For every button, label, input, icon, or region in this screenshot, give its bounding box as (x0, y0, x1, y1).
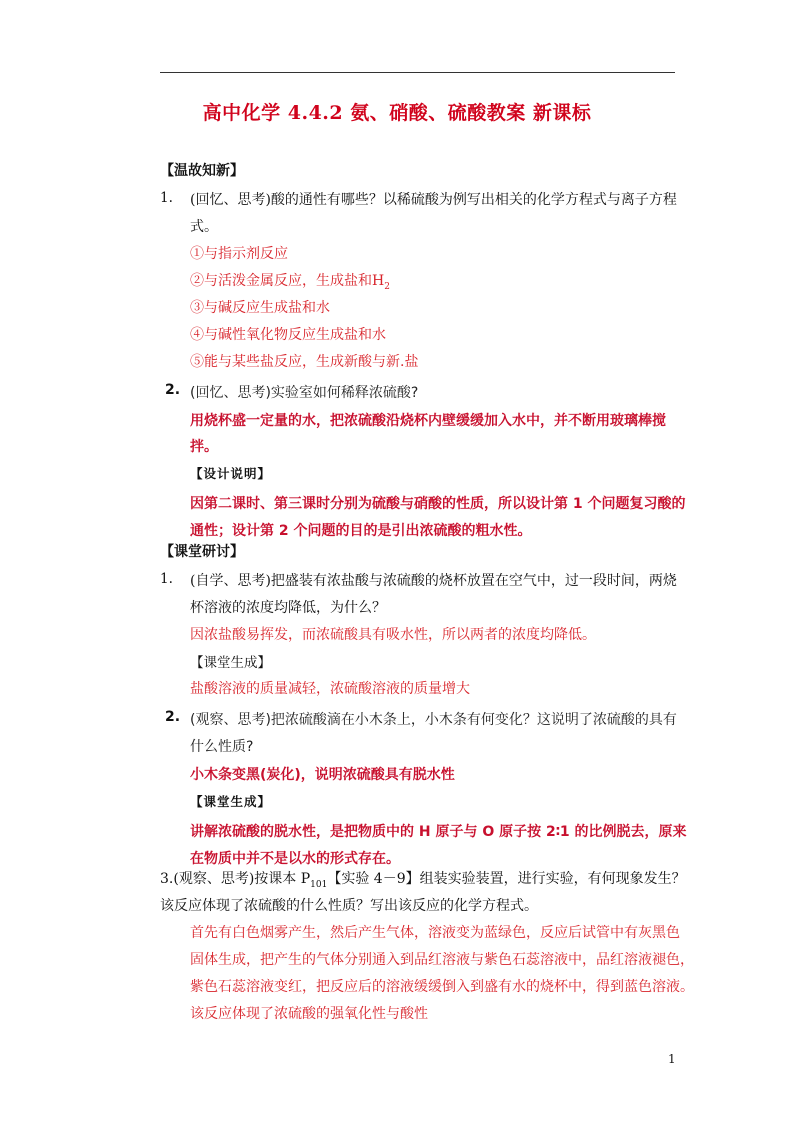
question-text: 什么性质? (190, 739, 254, 755)
question-text: 3.(观察、思考)按课本 $P_{101}$【实验 4－9】组装实验装置，进行实验，有何现象发生？ (160, 871, 686, 890)
answer-line: ⑤能与某些盐反应，生成新酸与新.盐 (190, 354, 419, 370)
question-number: 2. (165, 709, 181, 725)
answer-line: 首先有白色烟雾产生，然后产生气体，溶液变为蓝绿色，反应后试管中有灰黑色 (190, 925, 680, 941)
answer-line: 小木条变黑(炭化)，说明浓硫酸具有脱水性 (190, 767, 455, 783)
design-note-label: 【设计说明】 (190, 466, 272, 481)
question-number: 1. (160, 190, 173, 206)
question-text: 该反应体现了浓硫酸的什么性质？写出该反应的化学方程式。 (160, 898, 538, 914)
answer-line: ①与指示剂反应 (190, 246, 288, 262)
question-number: 1. (160, 571, 173, 587)
class-generation-line: 讲解浓硫酸的脱水性，是把物质中的 H 原子与 O 原子按 2∶1 的比例脱去，原来 (190, 824, 687, 840)
question-text: (回忆、思考)酸的通性有哪些？以稀硫酸为例写出相关的化学方程式与离子方程 (190, 192, 677, 208)
answer-line: 因浓盐酸易挥发，而浓硫酸具有吸水性，所以两者的浓度均降低。 (190, 627, 596, 643)
question-text: (回忆、思考)实验室如何稀释浓硫酸? (190, 385, 419, 401)
question-text: (观察、思考)把浓硫酸滴在小木条上，小木条有何变化？这说明了浓硫酸的具有 (190, 712, 677, 728)
answer-line: 用烧杯盛一定量的水，把浓硫酸沿烧杯内壁缓缓加入水中，并不断用玻璃棒搅 (190, 413, 666, 429)
class-generation-label: 【课堂生成】 (190, 655, 271, 671)
question-text: 式。 (190, 219, 218, 235)
header-rule (160, 72, 675, 73)
answer-line: 紫色石蕊溶液变红，把反应后的溶液缓缓倒入到盛有水的烧杯中，得到蓝色溶液。 (190, 979, 694, 995)
question-number: 2. (165, 382, 181, 398)
answer-line: ②与活泼金属反应，生成盐和$H_2$ (190, 273, 390, 292)
answer-line: ④与碱性氧化物反应生成盐和水 (190, 327, 386, 343)
section-heading-review: 【温故知新】 (160, 163, 244, 179)
design-note-line: 因第二课时、第三课时分别为硫酸与硝酸的性质，所以设计第 1 个问题复习酸的 (190, 496, 686, 512)
class-generation-line: 盐酸溶液的质量减轻，浓硫酸溶液的质量增大 (190, 681, 470, 697)
question-text: (自学、思考)把盛装有浓盐酸与浓硫酸的烧杯放置在空气中，过一段时间，两烧 (190, 573, 677, 589)
page-number: 1 (668, 1052, 676, 1066)
class-generation-label: 【课堂生成】 (190, 794, 272, 809)
answer-line: 该反应体现了浓硫酸的强氧化性与酸性 (190, 1006, 428, 1022)
answer-line: 拌。 (190, 439, 218, 455)
class-generation-line: 在物质中并不是以水的形式存在。 (190, 851, 400, 867)
answer-line: 固体生成，把产生的气体分别通入到品红溶液与紫色石蕊溶液中，品红溶液褪色， (190, 952, 694, 968)
page-title: 高中化学 4.4.2 氨、硝酸、硫酸教案 新课标 (202, 102, 592, 124)
design-note-line: 通性；设计第 2 个问题的目的是引出浓硫酸的粗水性。 (190, 523, 532, 539)
question-text: 杯溶液的浓度均降低，为什么？ (190, 600, 386, 616)
section-heading-classroom: 【课堂研讨】 (160, 544, 244, 560)
answer-line: ③与碱反应生成盐和水 (190, 300, 330, 316)
